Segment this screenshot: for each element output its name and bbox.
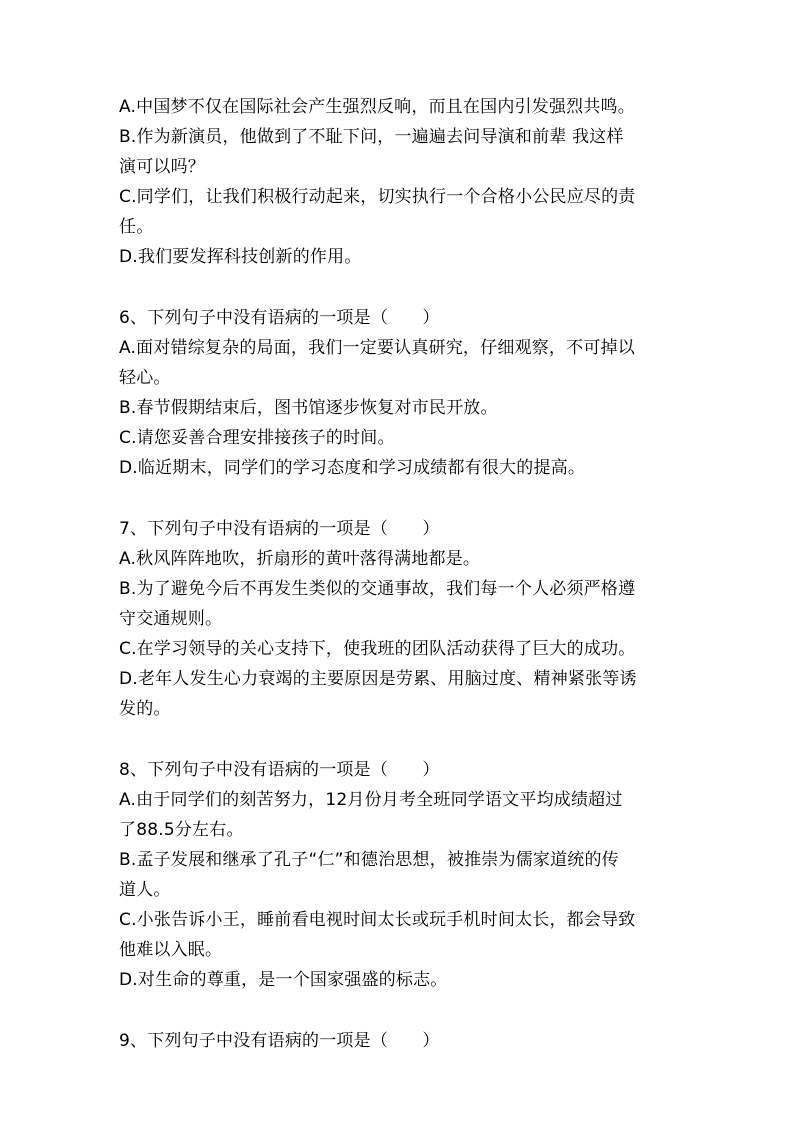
option-b: B.孟子发展和继承了孔子“仁”和德治思想，被推崇为儒家道统的传	[119, 850, 619, 870]
option-c: C.小张告诉小王，睡前看电视时间太长或玩手机时间太长，都会导致	[119, 910, 636, 930]
option-d: D.临近期末，同学们的学习态度和学习成绩都有很大的提高。	[119, 458, 586, 478]
question-8	[119, 755, 679, 995]
question-title: 7、下列句子中没有语病的一项是（ ）	[119, 519, 440, 539]
option-d: D.老年人发生心力衰竭的主要原因是劳累、用脑过度、精神紧张等诱	[119, 669, 637, 689]
option-b: B.作为新演员，他做到了不耻下问，一遍遍去问导演和前辈 我这样	[119, 127, 624, 147]
option-d: D.对生命的尊重，是一个国家强盛的标志。	[119, 970, 448, 990]
question-7	[119, 514, 679, 724]
option-d: D.我们要发挥科技创新的作用。	[119, 247, 362, 267]
option-c-continued: 他难以入眠。	[119, 940, 223, 960]
option-c: C.请您妥善合理安排接孩子的时间。	[119, 428, 395, 448]
question-title: 8、下列句子中没有语病的一项是（ ）	[119, 760, 440, 780]
option-c: C.同学们，让我们积极行动起来，切实执行一个合格小公民应尽的责	[119, 187, 636, 207]
question-title: 9、下列句子中没有语病的一项是（ ）	[119, 1031, 440, 1051]
option-a: A.中国梦不仅在国际社会产生强烈反响，而且在国内引发强烈共鸣。	[119, 97, 635, 117]
option-a: A.面对错综复杂的局面，我们一定要认真研究，仔细观察，不可掉以	[119, 338, 635, 358]
option-c: C.在学习领导的关心支持下，使我班的团队活动获得了巨大的成功。	[119, 639, 636, 659]
option-c-continued: 任。	[119, 217, 154, 237]
option-b-continued: 守交通规则。	[119, 609, 223, 629]
option-b-continued: 道人。	[119, 880, 171, 900]
question-6	[119, 303, 679, 483]
question-content	[119, 92, 679, 1087]
option-a: A.由于同学们的刻苦努力，12月份月考全班同学语文平均成绩超过	[119, 790, 623, 810]
option-d-continued: 发的。	[119, 699, 171, 719]
option-b-continued: 演可以吗？	[119, 157, 205, 177]
option-b: B.为了避免今后不再发生类似的交通事故，我们每一个人必须严格遵	[119, 579, 636, 599]
option-a-continued: 了88.5分左右。	[119, 820, 244, 840]
option-a-continued: 轻心。	[119, 368, 171, 388]
question-5-options	[119, 92, 679, 272]
option-b: B.春节假期结束后，图书馆逐步恢复对市民开放。	[119, 398, 498, 418]
question-9	[119, 1026, 679, 1056]
option-a: A.秋风阵阵地吹，折扇形的黄叶落得满地都是。	[119, 549, 481, 569]
question-title: 6、下列句子中没有语病的一项是（ ）	[119, 308, 440, 328]
